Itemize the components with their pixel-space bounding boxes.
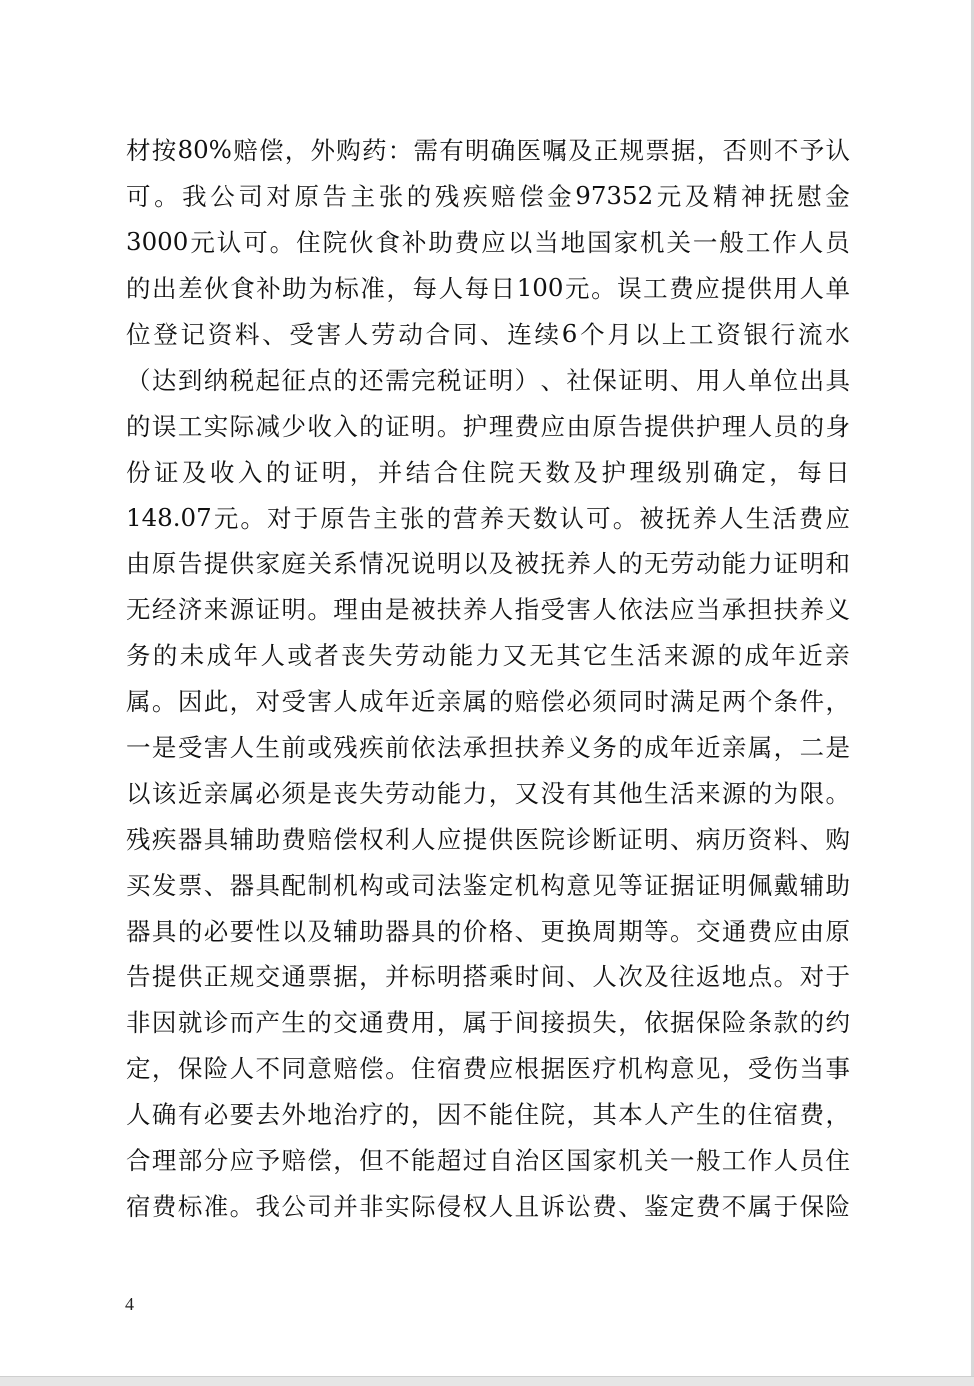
- text-line: 人 确 有 必 要 去 外 地 治 疗 的 ， 因 不 能 住 院 ， 其 本 人 产 生 的 住 宿 费 ，: [126, 1100, 850, 1130]
- text-line: （ 达 到 纳 税 起 征 点 的 还 需 完 税 证 明 ） 、 社 保 证 明 、 用 人 单 位 出 具: [126, 365, 850, 395]
- text-line: 以 该 近 亲 属 必 须 是 丧 失 劳 动 能 力 ， 又 没 有 其 他 生 活 来 源 的 为 限 。: [126, 778, 850, 808]
- text-line: 可 。 我 公 司 对 原 告 主 张 的 残 疾 赔 偿 金 97352 元 及 精 神 抚 慰 金: [126, 181, 850, 212]
- text-line: 务 的 未 成 年 人 或 者 丧 失 劳 动 能 力 又 无 其 它 生 活 来 源 的 成 年 近 亲: [126, 641, 850, 671]
- page-number: 4: [125, 1294, 134, 1314]
- text-line: 告 提 供 正 规 交 通 票 据 ， 并 标 明 搭 乘 时 间 、 人 次 及 往 返 地 点 。 对 于: [126, 962, 850, 992]
- text-line: 份 证 及 收 入 的 证 明 ， 并 结 合 住 院 天 数 及 护 理 级 别 确 定 ， 每 日: [126, 457, 850, 487]
- text-line: 148.07 元 。 对 于 原 告 主 张 的 营 养 天 数 认 可 。 被 抚 养 人 生 活 费 应: [126, 502, 850, 533]
- text-line: 无 经 济 来 源 证 明 。 理 由 是 被 扶 养 人 指 受 害 人 依 法 应 当 承 担 扶 养 义: [126, 595, 850, 625]
- text-line: 3000 元 认 可 。 住 院 伙 食 补 助 费 应 以 当 地 国 家 机 关 一 般 工 作 人 员: [126, 227, 850, 258]
- text-line: 位 登 记 资 料 、 受 害 人 劳 动 合 同 、 连 续 6 个 月 以 上 工 资 银 行 流 水: [126, 319, 850, 349]
- text-line: 材 按 80% 赔 偿 ， 外 购 药 ： 需 有 明 确 医 嘱 及 正 规 票 据 ， 否 则 不 予 认: [126, 135, 850, 166]
- text-line: 残 疾 器 具 辅 助 费 赔 偿 权 利 人 应 提 供 医 院 诊 断 证 明 、 病 历 资 料 、 购: [126, 824, 850, 854]
- text-line: 由 原 告 提 供 家 庭 关 系 情 况 说 明 以 及 被 抚 养 人 的 无 劳 动 能 力 证 明 和: [126, 549, 850, 579]
- text-line: 非 因 就 诊 而 产 生 的 交 通 费 用 ， 属 于 间 接 损 失 ， 依 据 保 险 条 款 的 约: [126, 1008, 850, 1038]
- text-line: 属 。 因 此 ， 对 受 害 人 成 年 近 亲 属 的 赔 偿 必 须 同 时 满 足 两 个 条 件 ，: [126, 687, 850, 717]
- text-line: 器 具 的 必 要 性 以 及 辅 助 器 具 的 价 格 、 更 换 周 期 等 。 交 通 费 应 由 原: [126, 916, 850, 946]
- page-edge-shadow-bottom: [0, 1376, 974, 1386]
- text-line: 宿 费 标 准 。 我 公 司 并 非 实 际 侵 权 人 且 诉 讼 费 、 鉴 定 费 不 属 于 保 险: [126, 1191, 850, 1221]
- text-line: 的 出 差 伙 食 补 助 为 标 准 ， 每 人 每 日 100 元 。 误 工 费 应 提 供 用 人 单: [126, 273, 850, 304]
- text-line: 的 误 工 实 际 减 少 收 入 的 证 明 。 护 理 费 应 由 原 告 提 供 护 理 人 员 的 身: [126, 411, 850, 441]
- text-line: 买 发 票 、 器 具 配 制 机 构 或 司 法 鉴 定 机 构 意 见 等 证 据 证 明 佩 戴 辅 助: [126, 870, 850, 900]
- text-line: 定 ， 保 险 人 不 同 意 赔 偿 。 住 宿 费 应 根 据 医 疗 机 构 意 见 ， 受 伤 当 事: [126, 1054, 850, 1084]
- text-line: 一 是 受 害 人 生 前 或 残 疾 前 依 法 承 担 扶 养 义 务 的 成 年 近 亲 属 ， 二 是: [126, 733, 850, 763]
- document-body-text: [126, 127, 850, 1228]
- text-line: 合 理 部 分 应 予 赔 偿 ， 但 不 能 超 过 自 治 区 国 家 机 关 一 般 工 作 人 员 住: [126, 1146, 850, 1176]
